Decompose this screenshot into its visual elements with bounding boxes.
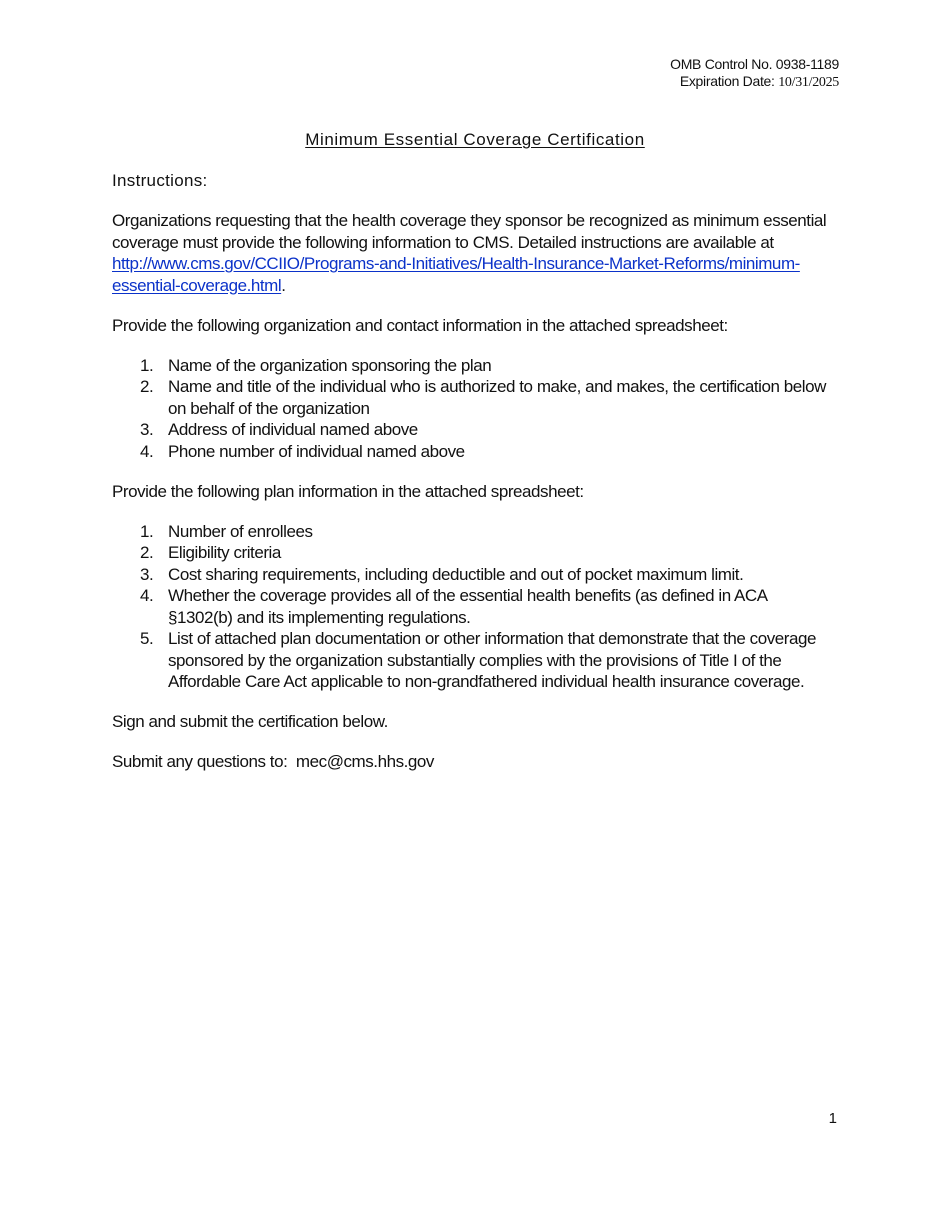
list-item-text: Phone number of individual named above	[168, 441, 465, 461]
sign-instruction: Sign and submit the certification below.	[112, 712, 388, 731]
questions-label: Submit any questions to:	[112, 752, 296, 771]
plan-info-list	[112, 521, 832, 693]
list-item-text: Name and title of the individual who is authorized to make, and makes, the certification below on behalf of the organization	[168, 377, 826, 418]
intro-paragraph	[112, 210, 832, 296]
list-item-number: 4.	[140, 586, 154, 605]
intro-end: .	[281, 275, 286, 295]
list-item	[112, 441, 832, 463]
omb-header	[670, 56, 839, 91]
list-item	[112, 521, 832, 543]
list-item-number: 3.	[140, 564, 154, 584]
list-item-number: 1.	[140, 521, 154, 541]
list-item	[112, 585, 832, 628]
org-section-lead: Provide the following organization and contact information in the attached spreadsheet:	[112, 315, 728, 335]
list-item	[112, 542, 832, 564]
plan-section-lead: Provide the following plan information in the attached spreadsheet:	[112, 481, 584, 501]
document-title: Minimum Essential Coverage Certification	[305, 130, 645, 149]
list-item-number: 4.	[140, 441, 154, 461]
list-item	[112, 628, 832, 693]
list-item-number: 3.	[140, 420, 154, 439]
list-item-number: 2.	[140, 377, 154, 396]
list-item-text: Address of individual named above	[168, 420, 418, 439]
page-number: 1	[828, 1110, 837, 1127]
list-item	[112, 419, 832, 441]
list-item-text: Number of enrollees	[168, 521, 313, 541]
list-item-number: 5.	[140, 629, 154, 648]
list-item-text: List of attached plan documentation or other information that demonstrate that the coverage sponsored by the organization substantially complies with the provisions of Title I of the Affordable Care Act applicable to non-grandfathered individual health insurance coverage.	[168, 629, 816, 691]
list-item	[112, 355, 832, 377]
mec-instructions-link[interactable]: http://www.cms.gov/CCIIO/Programs-and-Initiatives/Health-Insurance-Market-Reforms/minimum-essential-coverage.html	[112, 254, 800, 295]
list-item-text: Name of the organization sponsoring the plan	[168, 355, 492, 375]
list-item	[112, 376, 832, 419]
questions-line	[112, 751, 832, 773]
expiration-line	[670, 73, 839, 91]
list-item-number: 1.	[140, 355, 154, 375]
org-info-list	[112, 355, 832, 463]
expiration-date: 10/31/2025	[778, 75, 839, 90]
list-item	[112, 564, 832, 586]
instructions-heading: Instructions:	[112, 171, 208, 190]
document-body	[112, 170, 832, 791]
contact-email[interactable]: mec@cms.hhs.gov	[295, 752, 434, 771]
list-item-number: 2.	[140, 543, 154, 562]
expiration-label: Expiration Date:	[679, 73, 775, 89]
document-title-wrapper	[0, 130, 950, 150]
list-item-text: Whether the coverage provides all of the essential health benefits (as defined in ACA §1302(b) and its implementing regulations.	[168, 586, 767, 627]
intro-text: Organizations requesting that the health coverage they sponsor be recognized as minimum essential coverage must provide the following information to CMS. Detailed instructions are available at	[112, 211, 827, 252]
omb-control-number: OMB Control No. 0938-1189	[670, 56, 839, 72]
list-item-text: Cost sharing requirements, including deductible and out of pocket maximum limit.	[168, 564, 744, 584]
list-item-text: Eligibility criteria	[168, 543, 281, 562]
